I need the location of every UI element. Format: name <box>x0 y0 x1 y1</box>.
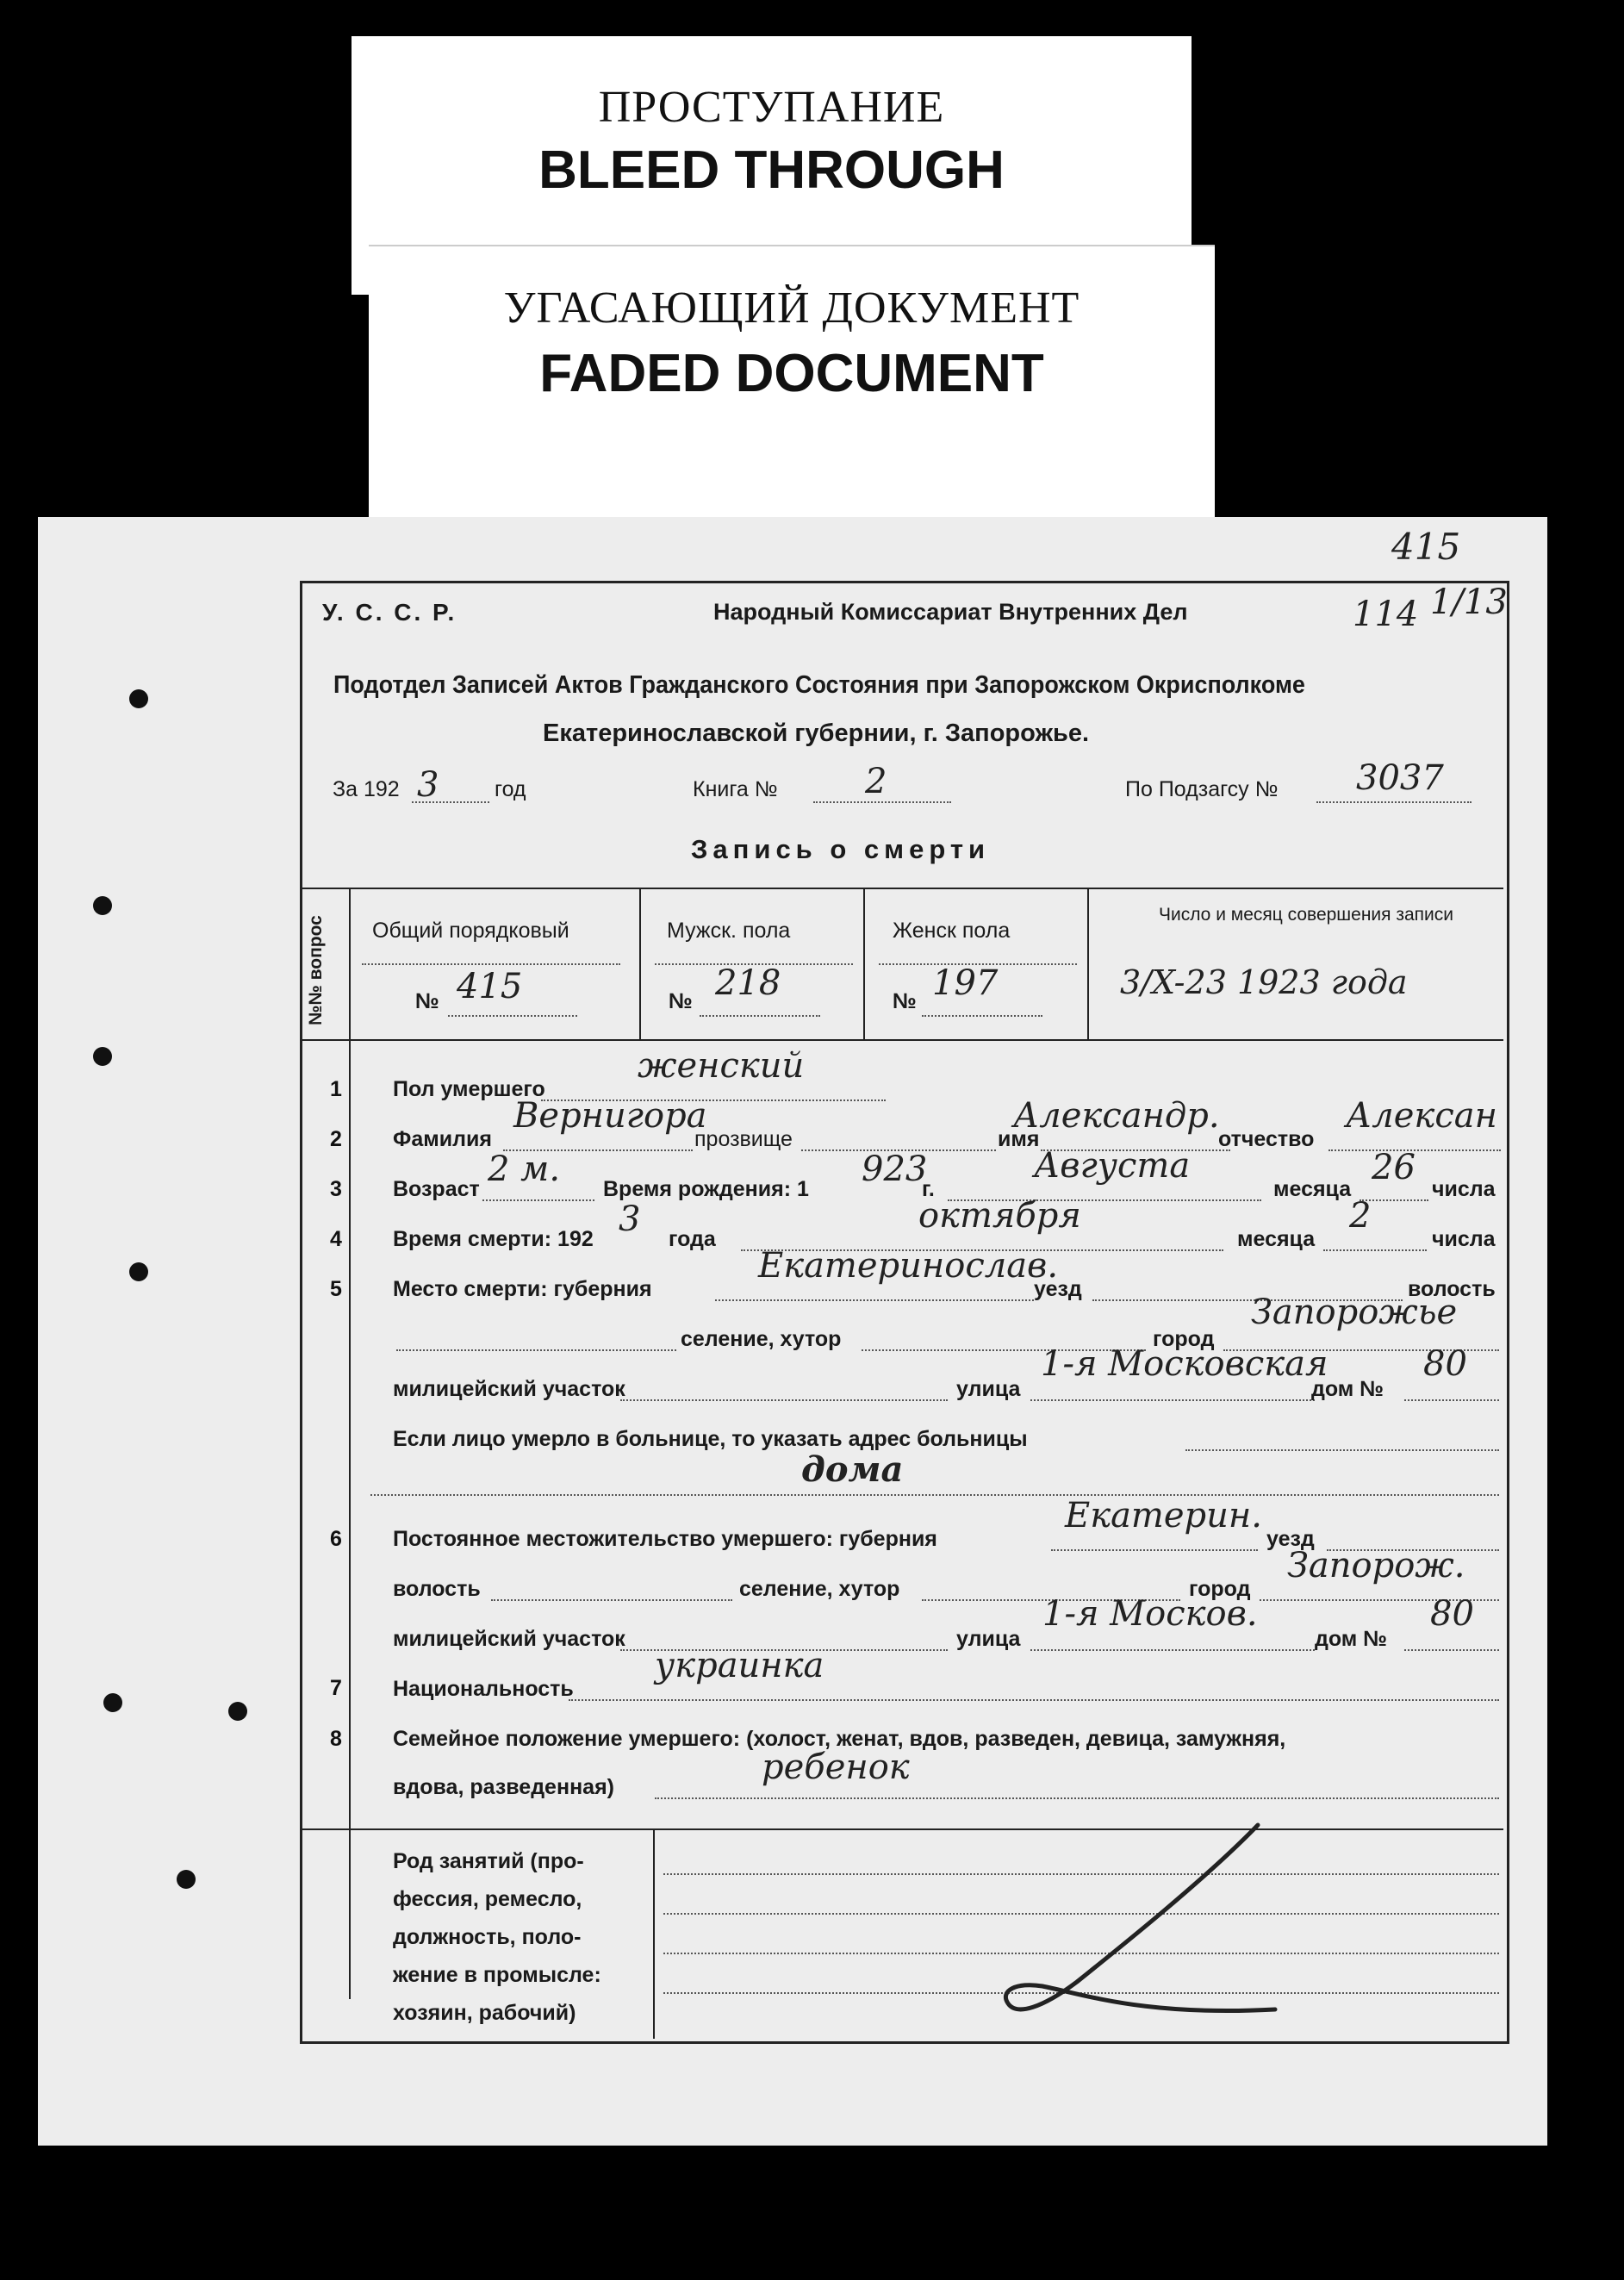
row-number: 4 <box>330 1227 342 1251</box>
marital-status-value: ребенок <box>762 1747 910 1787</box>
residence-gubernia-value: Екатерин. <box>1065 1496 1262 1536</box>
row-number: 5 <box>330 1277 342 1301</box>
residence-volost-label: волость <box>393 1577 481 1601</box>
row-number: 1 <box>330 1077 342 1101</box>
row-number: 2 <box>330 1127 342 1151</box>
occupation-label-line: Род занятий (про- <box>393 1849 584 1873</box>
table-bottom-line <box>302 1039 1503 1041</box>
female-count-label: Женск пола <box>893 919 1011 943</box>
sex-value: женский <box>638 1046 805 1086</box>
male-count-value: 218 <box>715 963 781 1003</box>
total-count-prefix: № <box>415 989 439 1013</box>
subacc-line <box>1316 801 1472 803</box>
subacc-label: По Подзагсу № <box>1125 777 1279 801</box>
name-label: имя <box>998 1127 1040 1151</box>
male-count-label: Мужск. пола <box>667 919 791 943</box>
total-count-value: 415 <box>457 967 523 1006</box>
death-militia-label: милицейский участок <box>393 1377 625 1401</box>
field-line <box>370 1494 1499 1496</box>
residence-label: Постоянное местожительство умершего: губерния <box>393 1527 937 1551</box>
punch-hole <box>103 1693 122 1712</box>
death-day-value: 2 <box>1349 1196 1372 1236</box>
patronymic-label: отчество <box>1218 1127 1315 1151</box>
residence-city-label: город <box>1189 1577 1251 1601</box>
value-line <box>448 1015 577 1017</box>
field-line <box>482 1199 594 1201</box>
age-label: Возраст <box>393 1177 480 1201</box>
field-line <box>1051 1549 1258 1551</box>
occupation-label-line: хозяин, рабочий) <box>393 2001 576 2025</box>
death-house-value: 80 <box>1423 1344 1467 1384</box>
field-line <box>1185 1449 1499 1451</box>
year-suffix: год <box>495 777 526 801</box>
department-line-2: Екатеринославской губернии, г. Запорожье. <box>543 720 1090 747</box>
death-gubernia-value: Екатеринослав. <box>758 1246 1059 1286</box>
death-place-label: Место смерти: губерния <box>393 1277 652 1301</box>
occupation-divider <box>653 1828 655 2039</box>
name-value: Александр. <box>1013 1096 1220 1136</box>
punch-hole <box>93 896 112 915</box>
residence-house-value: 80 <box>1430 1594 1474 1634</box>
number-column-line <box>349 888 351 1999</box>
field-line <box>1030 1399 1315 1401</box>
death-uezd-label: уезд <box>1034 1277 1082 1301</box>
death-month-value: октября <box>918 1196 1081 1236</box>
marital-status-label-2: вдова, разведенная) <box>393 1775 614 1799</box>
birth-day-value: 26 <box>1372 1148 1416 1187</box>
value-line <box>700 1015 820 1017</box>
field-line <box>715 1299 1034 1301</box>
hospital-label: Если лицо умерло в больнице, то указать адрес больницы <box>393 1427 1028 1451</box>
notice-ru-text: ПРОСТУПАНИЕ <box>598 83 945 132</box>
punch-hole <box>93 1047 112 1066</box>
female-count-value: 197 <box>932 963 999 1003</box>
notice-ru-text: УГАСАЮЩИЙ ДОКУМЕНТ <box>503 283 1080 333</box>
table-top-line <box>302 888 1503 889</box>
marital-status-label: Семейное положение умершего: (холост, женат, вдов, разведен, девица, замужняя, <box>393 1727 1286 1751</box>
sex-label: Пол умершего <box>393 1077 545 1101</box>
col-divider <box>1087 888 1089 1039</box>
death-year-label: года <box>669 1227 716 1251</box>
row-number: 8 <box>330 1727 342 1751</box>
field-line <box>491 1599 732 1601</box>
field-line <box>569 1699 1499 1701</box>
state-name: У. С. С. Р. <box>322 599 457 626</box>
punch-hole <box>129 689 148 708</box>
punch-hole <box>177 1870 196 1889</box>
death-house-label: дом № <box>1311 1377 1384 1401</box>
col-divider <box>863 888 865 1039</box>
residence-street-value: 1-я Москов. <box>1042 1594 1258 1634</box>
book-line <box>813 801 951 803</box>
subacc-value: 3037 <box>1356 758 1444 798</box>
row-number: 7 <box>330 1676 342 1700</box>
death-street-value: 1-я Московская <box>1041 1344 1328 1384</box>
residence-militia-label: милицейский участок <box>393 1627 625 1651</box>
punch-hole <box>129 1262 148 1281</box>
death-time-label: Время смерти: 192 <box>393 1227 594 1251</box>
death-village-label: селение, хутор <box>681 1327 842 1351</box>
death-street-label: улица <box>956 1377 1021 1401</box>
punch-hole <box>228 1702 247 1721</box>
value-line <box>922 1015 1042 1017</box>
death-city-label: город <box>1153 1327 1215 1351</box>
notice-en-text: FADED DOCUMENT <box>539 344 1044 403</box>
death-year-value: 3 <box>619 1199 641 1239</box>
birth-year-value: 923 <box>862 1149 928 1189</box>
death-month-label: месяца <box>1237 1227 1316 1251</box>
record-date-value: 3/X-23 1923 года <box>1120 963 1408 1001</box>
row-number: 3 <box>330 1177 342 1201</box>
field-line <box>396 1349 676 1351</box>
commissariat-name: Народный Комиссариат Внутренних Дел <box>713 599 1188 625</box>
field-line <box>1404 1649 1499 1651</box>
death-city-value: Запорожье <box>1251 1293 1458 1332</box>
surname-label: Фамилия <box>393 1127 492 1151</box>
birth-month-label: месяца <box>1273 1177 1352 1201</box>
corner-number: 415 <box>1391 526 1461 568</box>
patronymic-value: Алексан <box>1346 1096 1497 1136</box>
female-count-prefix: № <box>893 989 917 1013</box>
birth-label: Время рождения: 1 <box>603 1177 809 1201</box>
death-volost-label: волость <box>1408 1277 1496 1301</box>
nickname-label: прозвище <box>694 1127 793 1151</box>
field-line <box>620 1399 948 1401</box>
age-value: 2 м. <box>488 1149 561 1189</box>
record-date-label: Число и месяц совершения записи <box>1158 905 1454 925</box>
question-number-header: №№ вопрос <box>306 915 326 1025</box>
residence-house-label: дом № <box>1315 1627 1388 1651</box>
row-number: 6 <box>330 1527 342 1551</box>
stamp-number: 114 <box>1353 595 1419 634</box>
occupation-label-line: жение в промысле: <box>393 1963 601 1987</box>
residence-uezd-label: уезд <box>1266 1527 1315 1551</box>
field-line <box>655 1797 1499 1799</box>
book-value: 2 <box>865 762 887 801</box>
faded-document-notice-card <box>369 246 1215 520</box>
death-day-label: числа <box>1432 1227 1496 1251</box>
department-line-1: Подотдел Записей Актов Гражданского Состояния при Запорожском Окрисполкоме <box>333 671 1305 699</box>
male-count-prefix: № <box>669 989 693 1013</box>
book-label: Книга № <box>693 777 778 801</box>
birth-month-value: Августа <box>1034 1146 1191 1186</box>
hospital-value: дома <box>801 1449 904 1490</box>
field-line <box>1323 1249 1427 1251</box>
birth-g-label: г. <box>922 1177 935 1201</box>
cell-line <box>362 963 620 965</box>
stamp-number: 1/13 <box>1430 582 1508 622</box>
nationality-value: украинка <box>655 1646 824 1685</box>
record-title: Запись о смерти <box>691 834 991 864</box>
residence-village-label: селение, хутор <box>739 1577 900 1601</box>
col-divider <box>639 888 641 1039</box>
field-line <box>1404 1399 1499 1401</box>
nationality-label: Национальность <box>393 1677 574 1701</box>
year-value: 3 <box>417 765 439 805</box>
occupation-label-line: должность, поло- <box>393 1925 582 1949</box>
total-count-label: Общий порядковый <box>372 919 569 943</box>
strike-through-mark <box>948 1810 1361 2034</box>
year-label: За 192 <box>333 777 400 801</box>
field-line <box>1030 1649 1315 1651</box>
residence-city-value: Запорож. <box>1287 1546 1465 1585</box>
notice-en-text: BLEED THROUGH <box>538 140 1005 200</box>
residence-street-label: улица <box>956 1627 1021 1651</box>
occupation-label-line: фессия, ремесло, <box>393 1887 582 1911</box>
surname-value: Вернигора <box>513 1096 707 1136</box>
birth-day-label: числа <box>1432 1177 1496 1201</box>
